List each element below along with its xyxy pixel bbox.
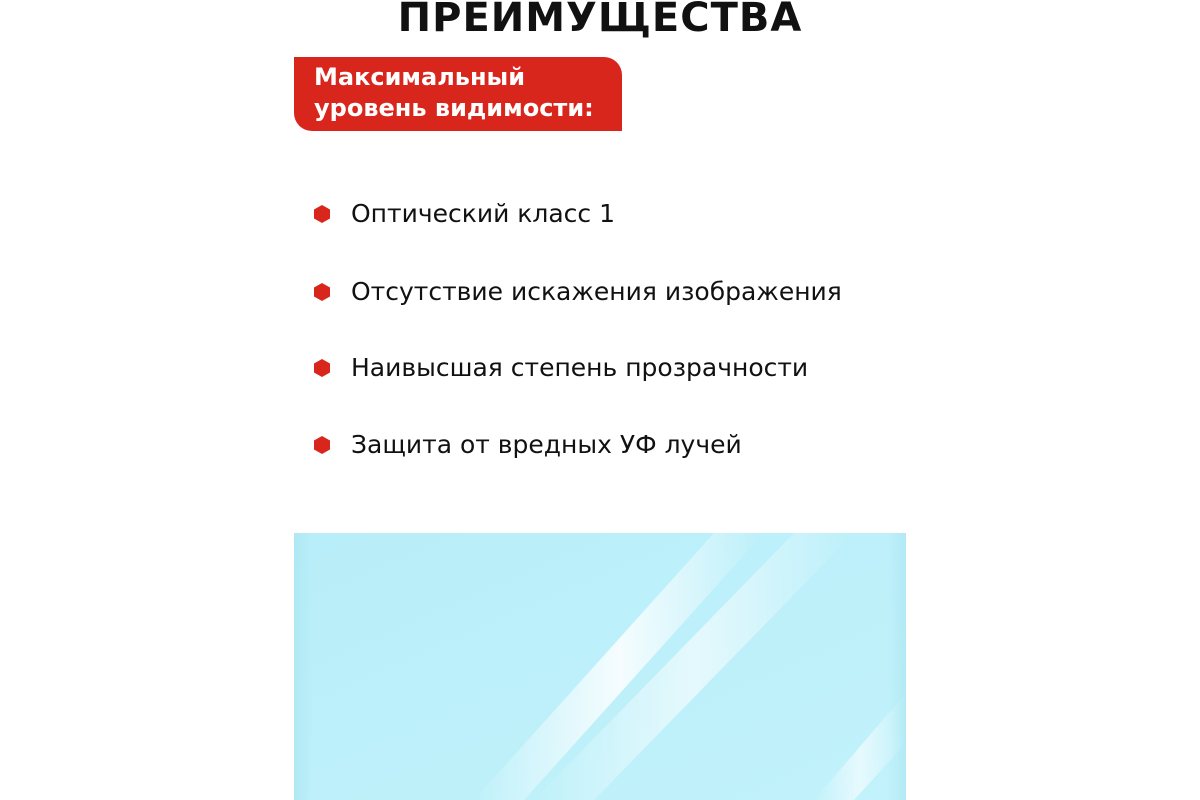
banner-title-line-1: Максимальный xyxy=(314,63,526,91)
feature-text: Оптический класс 1 xyxy=(351,199,616,228)
feature-item xyxy=(312,350,808,386)
feature-list xyxy=(312,0,912,500)
feature-text: Защита от вредных УФ лучей xyxy=(351,430,742,459)
hexagon-bullet-icon xyxy=(312,358,332,378)
glass-panel-graphic xyxy=(294,533,906,800)
hexagon-bullet-icon xyxy=(312,282,332,302)
hexagon-bullet-icon xyxy=(312,204,332,224)
page-title: ПРЕИМУЩЕСТВА xyxy=(397,0,803,41)
feature-item xyxy=(312,196,615,232)
feature-text: Наивысшая степень прозрачности xyxy=(351,353,809,382)
protective-glass-image xyxy=(294,533,906,800)
feature-item xyxy=(312,427,742,463)
banner-title-line-2: уровень видимости: xyxy=(314,94,594,122)
feature-text: Отсутствие искажения изображения xyxy=(351,277,842,306)
feature-item xyxy=(312,274,842,310)
hexagon-bullet-icon xyxy=(312,435,332,455)
